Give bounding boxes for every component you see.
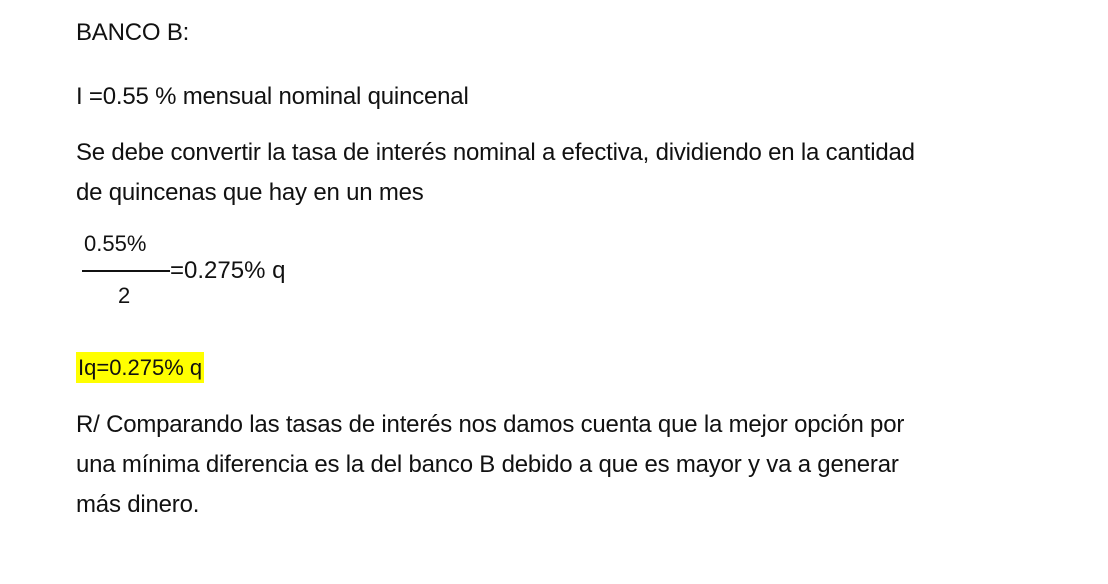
document-page [76,0,1076,584]
highlighted-result: Iq=0.275% q [76,352,204,383]
conclusion-line-3: más dinero. [76,491,200,518]
fraction-result: =0.275% q [170,257,286,284]
conclusion-line-2: una mínima diferencia es la del banco B debido a que es mayor y va a generar [76,451,899,478]
rate-statement: I =0.55 % mensual nominal quincenal [76,83,469,110]
conclusion-line-1: R/ Comparando las tasas de interés nos damos cuenta que la mejor opción por [76,411,905,438]
fraction-denominator: 2 [118,283,131,308]
section-heading: BANCO B: [76,19,190,46]
fraction-bar [82,270,170,272]
explanation-line-1: Se debe convertir la tasa de interés nominal a efectiva, dividiendo en la cantidad [76,139,915,166]
rate-fraction-equation [80,230,320,310]
fraction-numerator: 0.55% [84,231,147,256]
explanation-line-2: de quincenas que hay en un mes [76,179,424,206]
